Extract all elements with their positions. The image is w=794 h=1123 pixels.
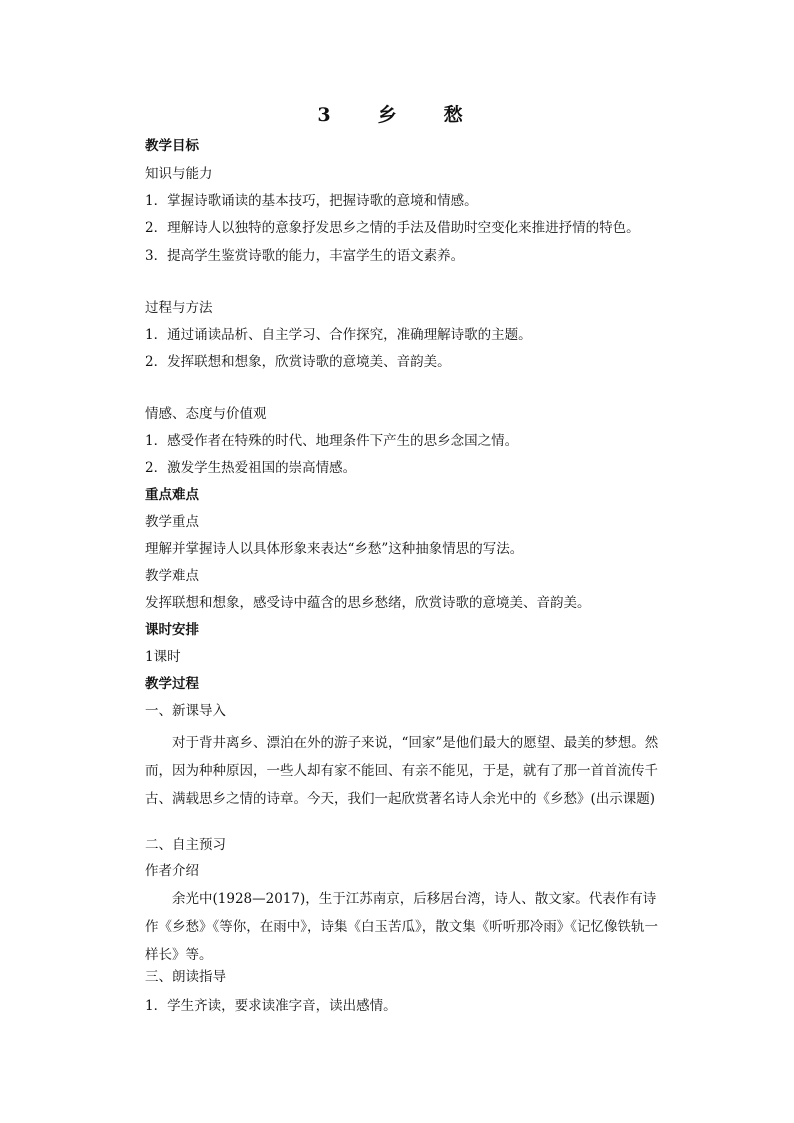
- text-line-qg1: 1．感受作者在特殊的时代、地理条件下产生的思乡念国之情。: [145, 433, 519, 449]
- text-line-nd1: 发挥联想和想象，感受诗中蕴含的思乡愁绪，欣赏诗歌的意境美、音韵美。: [145, 595, 591, 611]
- text-line-zs1: 1．掌握诗歌诵读的基本技巧，把握诗歌的意境和情感。: [145, 193, 478, 209]
- text-line-zsynl: 知识与能力: [145, 166, 213, 182]
- text-line-jxzd: 教学重点: [145, 514, 199, 530]
- text-line-zzjs: 作者介绍: [145, 863, 199, 879]
- text-line-jxgc: 教学过程: [145, 676, 199, 692]
- text-line-zs2: 2．理解诗人以独特的意象抒发思乡之情的手法及借助时空变化来推进抒情的特色。: [145, 220, 640, 236]
- text-line-gc1: 1．通过诵读品析、自主学习、合作探究，准确理解诗歌的主题。: [145, 327, 532, 343]
- text-line-gcyff: 过程与方法: [145, 300, 213, 316]
- text-line-zzyx: 二、自主预习: [145, 837, 226, 853]
- text-line-ld1: 1．学生齐读，要求读准字音，读出感情。: [145, 998, 397, 1014]
- lesson-title: 3 乡 愁: [317, 104, 477, 126]
- text-line-zdnd: 重点难点: [145, 487, 199, 503]
- text-line-jxnd: 教学难点: [145, 568, 199, 584]
- text-line-qg: 情感、态度与价值观: [145, 406, 267, 422]
- text-line-xkdr: 一、新课导入: [145, 703, 226, 719]
- text-line-gc2: 2．发挥联想和想象，欣赏诗歌的意境美、音韵美。: [145, 354, 451, 370]
- intro-paragraph: 对于背井离乡、漂泊在外的游子来说，“回家”是他们最大的愿望、最美的梦想。然而，因为种种原因，一些人却有家不能回、有亲不能见，于是，就有了那一首首流传千古、满载思乡之情的诗章。今天，我们一起欣赏著名诗人余光中的《乡愁》(出示课题): [145, 735, 659, 807]
- text-line-ldzd: 三、朗读指导: [145, 969, 226, 985]
- author-paragraph: 余光中(1928—2017)，生于江苏南京，后移居台湾，诗人、散文家。代表作有诗作《乡愁》《等你，在雨中》，诗集《白玉苦瓜》，散文集《听听那冷雨》《记忆像铁轨一样长》等。: [145, 891, 658, 963]
- text-line-zs3: 3．提高学生鉴赏诗歌的能力，丰富学生的语文素养。: [145, 248, 465, 264]
- text-line-ks1: 1课时: [145, 649, 181, 665]
- text-line-qg2: 2．激发学生热爱祖国的崇高情感。: [145, 460, 357, 476]
- text-line-zd1: 理解并掌握诗人以具体形象来表达“乡愁”这种抽象情思的写法。: [145, 541, 524, 557]
- text-line-jxmb: 教学目标: [145, 138, 199, 154]
- text-line-ksap: 课时安排: [145, 622, 199, 638]
